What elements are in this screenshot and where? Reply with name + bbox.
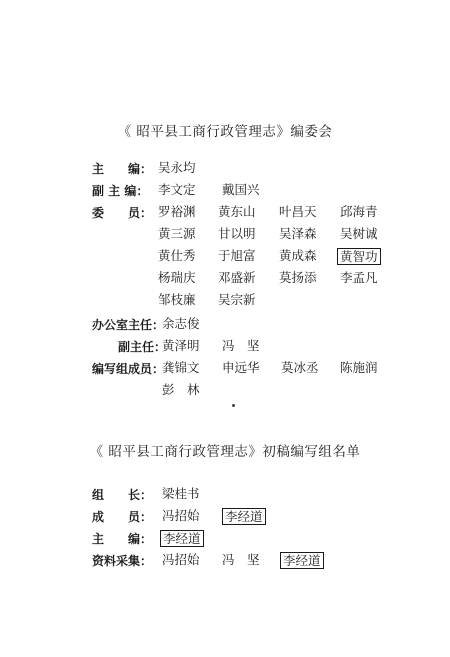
committee-title: 《 昭平县工商行政管理志》编委会 xyxy=(117,124,333,140)
committee-row-deputy-editor xyxy=(0,182,450,202)
member-name: 黄东山 xyxy=(218,204,256,219)
role-label: 成 员： xyxy=(92,510,153,524)
role-label: 主 编： xyxy=(92,532,153,546)
draft-row-leader xyxy=(0,486,450,506)
member-name: 李文定 xyxy=(158,182,196,197)
member-name: 冯 坚 xyxy=(222,552,260,567)
role-label: 主 编： xyxy=(92,162,153,176)
member-name: 邓盛新 xyxy=(218,270,256,285)
committee-row-writing-group xyxy=(0,382,450,402)
member-name: 莫扬添 xyxy=(279,270,317,285)
member-name: 吴宗新 xyxy=(218,292,256,307)
member-name: 邹枝廉 xyxy=(158,292,196,307)
member-name: 申远华 xyxy=(222,360,260,375)
committee-row-writing-group xyxy=(0,360,450,380)
member-name: 杨瑞庆 xyxy=(158,270,196,285)
member-name: 龚锦文 xyxy=(162,360,200,375)
member-name: 黄三源 xyxy=(158,226,196,241)
member-name: 黄成森 xyxy=(279,248,317,263)
member-name: 陈施润 xyxy=(340,360,378,375)
member-name: 李孟凡 xyxy=(340,270,378,285)
committee-row-members xyxy=(0,226,450,246)
committee-row-deputy-director xyxy=(0,338,450,358)
role-label: 委 员： xyxy=(92,206,153,220)
role-label: 办公室主任： xyxy=(92,318,165,332)
draft-group-title: 《 昭平县工商行政管理志》初稿编写组名单 xyxy=(89,444,361,460)
member-name: 于旭富 xyxy=(218,248,256,263)
committee-row-members xyxy=(0,270,450,290)
member-name: 冯招始 xyxy=(162,508,200,523)
committee-row-chief-editor xyxy=(0,160,450,180)
role-label: 副 主 编： xyxy=(92,184,149,198)
member-name: 余志俊 xyxy=(162,316,200,331)
committee-row-office-director xyxy=(0,316,450,336)
member-name: 戴国兴 xyxy=(222,182,260,197)
member-name: 冯招始 xyxy=(162,552,200,567)
committee-row-members xyxy=(0,292,450,312)
member-name-boxed: 李经道 xyxy=(160,530,204,547)
draft-row-chief-editor xyxy=(0,530,450,550)
member-name: 彭 林 xyxy=(162,382,200,397)
member-name-boxed: 李经道 xyxy=(222,508,266,525)
draft-row-members xyxy=(0,508,450,528)
member-name: 黄仕秀 xyxy=(158,248,196,263)
member-name: 叶昌天 xyxy=(279,204,317,219)
member-name: 吴树诚 xyxy=(340,226,378,241)
committee-row-members xyxy=(0,248,450,268)
member-name-boxed: 李经道 xyxy=(280,552,324,569)
committee-row-members xyxy=(0,204,450,224)
draft-row-data-collection xyxy=(0,552,450,572)
member-name: 梁桂书 xyxy=(162,486,200,501)
member-name: 莫冰丞 xyxy=(281,360,319,375)
member-name: 甘以明 xyxy=(218,226,256,241)
role-label: 资料采集： xyxy=(92,554,153,568)
member-name: 吴永均 xyxy=(158,160,196,175)
member-name: 罗裕渊 xyxy=(158,204,196,219)
member-name: 邱海青 xyxy=(340,204,378,219)
role-label: 组 长： xyxy=(92,488,153,502)
separator-dot xyxy=(232,404,235,407)
member-name: 冯 坚 xyxy=(222,338,260,353)
member-name: 黄泽明 xyxy=(162,338,200,353)
member-name: 吴泽森 xyxy=(279,226,317,241)
role-label: 编写组成员： xyxy=(92,362,165,376)
member-name-boxed: 黄智功 xyxy=(337,248,381,265)
role-label: 副主任： xyxy=(118,340,167,354)
